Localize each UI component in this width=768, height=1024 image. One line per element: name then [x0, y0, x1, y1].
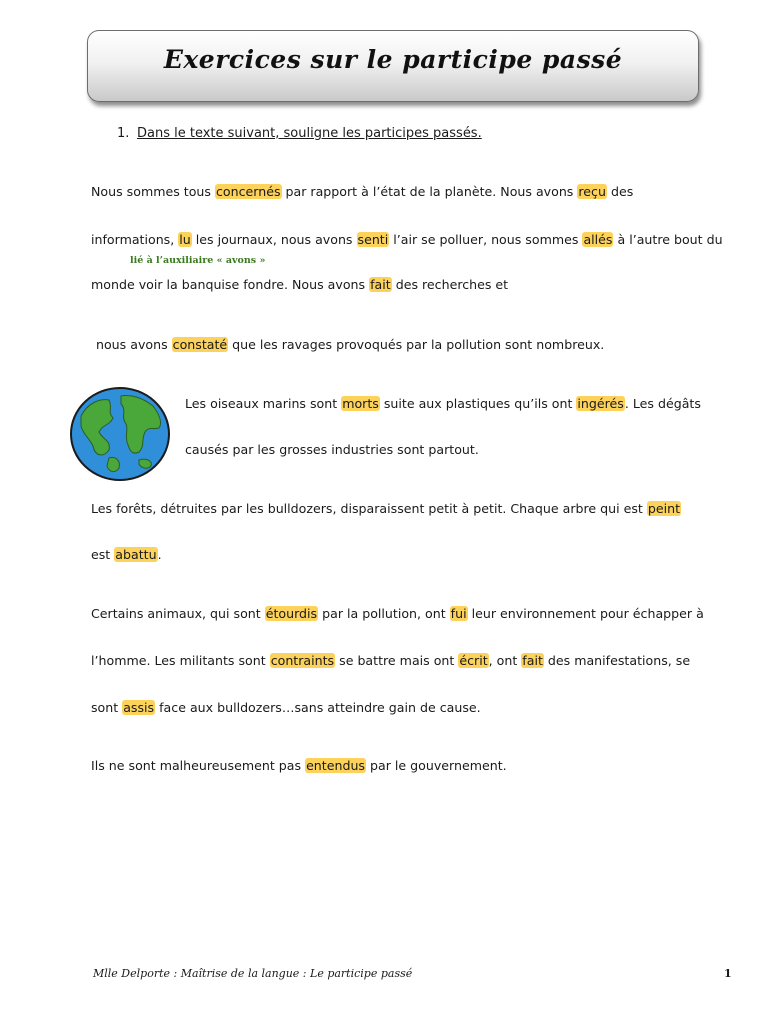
text-segment: est	[91, 547, 115, 562]
text-segment: des recherches et	[391, 277, 509, 292]
instruction-text: Dans le texte suivant, souligne les participes passés.	[137, 126, 482, 141]
text-segment: que les ravages provoqués par la pollution sont nombreux.	[228, 337, 605, 352]
text-segment: . Les dégâts	[624, 396, 701, 411]
text-segment: leur environnement pour échapper à	[467, 606, 704, 621]
highlighted-participle: abattu	[115, 547, 157, 562]
highlighted-participle: fui	[450, 606, 467, 621]
instruction	[117, 126, 482, 142]
text-segment: Ils ne sont malheureusement pas	[91, 758, 306, 773]
highlighted-participle: lu	[179, 232, 191, 247]
highlighted-participle: écrit	[459, 653, 488, 668]
text-line	[185, 396, 701, 412]
text-line	[91, 501, 681, 517]
text-segment: par rapport à l’état de la planète. Nous avons	[281, 184, 578, 199]
text-segment: Les oiseaux marins sont	[185, 396, 342, 411]
text-segment: se battre mais ont	[335, 653, 459, 668]
text-line	[91, 700, 481, 716]
highlighted-participle: senti	[357, 232, 389, 247]
globe-icon	[69, 386, 171, 482]
highlighted-participle: reçu	[578, 184, 606, 199]
highlighted-participle: ingérés	[577, 396, 624, 411]
page-number: 1	[724, 967, 732, 980]
text-segment: .	[157, 547, 162, 562]
text-segment: causés par les grosses industries sont partout.	[185, 442, 479, 457]
highlighted-participle: étourdis	[265, 606, 318, 621]
highlighted-participle: allés	[583, 232, 613, 247]
text-segment: l’air se polluer, nous sommes	[389, 232, 583, 247]
text-segment: nous avons	[96, 337, 172, 352]
text-segment: par le gouvernement.	[366, 758, 507, 773]
title-box	[87, 30, 699, 102]
text-segment: des	[606, 184, 634, 199]
text-segment: Certains animaux, qui sont	[91, 606, 265, 621]
text-segment: Les forêts, détruites par les bulldozers, disparaissent petit à petit. Chaque arbre qui est	[91, 501, 647, 516]
highlighted-participle: fait	[522, 653, 543, 668]
text-segment: suite aux plastiques qu’ils ont	[379, 396, 577, 411]
highlighted-participle: fait	[370, 277, 391, 292]
text-line	[91, 277, 508, 293]
text-segment: informations,	[91, 232, 179, 247]
text-segment: sont	[91, 700, 123, 715]
highlighted-participle: constaté	[172, 337, 228, 352]
text-line	[91, 653, 690, 669]
highlighted-participle: contraints	[270, 653, 335, 668]
text-line	[91, 547, 162, 563]
text-line	[91, 232, 723, 248]
highlighted-participle: peint	[647, 501, 681, 516]
instruction-number: 1.	[117, 126, 130, 141]
page-title: Exercices sur le participe passé	[163, 45, 623, 74]
text-line	[91, 606, 704, 622]
auxiliary-note: lié à l’auxiliaire « avons »	[130, 255, 266, 266]
text-segment: l’homme. Les militants sont	[91, 653, 270, 668]
text-segment: , ont	[488, 653, 522, 668]
highlighted-participle: assis	[123, 700, 155, 715]
text-line	[185, 442, 479, 458]
footer-text: Mlle Delporte : Maîtrise de la langue : Le participe passé	[93, 967, 413, 980]
text-segment: les journaux, nous avons	[191, 232, 357, 247]
highlighted-participle: morts	[342, 396, 379, 411]
highlighted-participle: concernés	[215, 184, 281, 199]
text-segment: face aux bulldozers…sans atteindre gain de cause.	[155, 700, 481, 715]
text-line	[96, 337, 604, 353]
text-segment: par la pollution, ont	[318, 606, 450, 621]
text-segment: monde voir la banquise fondre. Nous avons	[91, 277, 370, 292]
text-line	[91, 184, 633, 200]
text-segment: Nous sommes tous	[91, 184, 215, 199]
text-line	[91, 758, 507, 774]
text-segment: à l’autre bout du	[613, 232, 723, 247]
highlighted-participle: entendus	[306, 758, 365, 773]
text-segment: des manifestations, se	[543, 653, 691, 668]
